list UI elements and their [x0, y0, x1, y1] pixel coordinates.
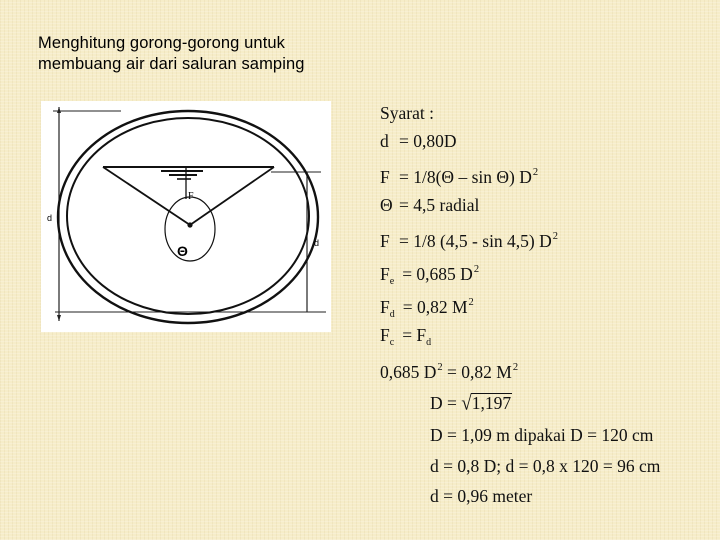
title-line-2: membuang air dari saluran samping: [38, 55, 305, 73]
eq-sqrt: D = √1,197: [430, 391, 512, 415]
eq-equality: 0,685 $D^2 = 0,82$ $M^2$: [380, 362, 519, 382]
pipe-center-point: [187, 222, 192, 227]
outer-depth-label: d: [314, 238, 320, 248]
radical-sign: √: [461, 391, 472, 415]
eq-depth-ratio: d = 0,80D: [380, 131, 457, 151]
eq-area-substituted: F = 1/8 (4,5 - sin 4,5) $D^2$: [380, 231, 559, 251]
eq-fd: $F_d = 0,82$ $M^2$: [380, 297, 474, 320]
eq-diameter-chosen: D = 1,09 m dipakai D = 120 cm: [430, 425, 654, 445]
eq-fe: $F_e = 0,685$ $D^2$: [380, 264, 480, 287]
title-line-1: Menghitung gorong-gorong untuk: [38, 34, 286, 52]
eq-depth-meter: d = 0,96 meter: [430, 486, 533, 506]
top-arrowhead: [57, 107, 61, 113]
theta-label: Θ: [177, 243, 188, 259]
culvert-diagram-svg: [41, 101, 331, 332]
bottom-arrowhead: [57, 315, 61, 321]
calculation-block: [380, 99, 710, 519]
inner-depth-label: d: [47, 213, 53, 223]
theta-arc: [165, 197, 215, 261]
radius-right: [190, 167, 274, 225]
pipe-inner-wall: [67, 118, 309, 314]
eq-depth-cm: d = 0,8 D; d = 0,8 x 120 = 96 cm: [430, 456, 661, 476]
eq-theta-value: Θ = 4,5 radial: [380, 195, 480, 215]
conditions-heading: Syarat :: [380, 103, 434, 123]
flow-area-label: F: [188, 191, 194, 202]
pipe-outer-wall: [58, 111, 318, 323]
sqrt-expression: √1,197: [461, 391, 512, 415]
eq-area-formula: F = 1/8(Θ – sin Θ) $D^2$: [380, 167, 539, 187]
eq-fc: $F_c = F_d$: [380, 325, 432, 348]
culvert-diagram: [41, 101, 331, 332]
slide-title: [38, 33, 305, 75]
